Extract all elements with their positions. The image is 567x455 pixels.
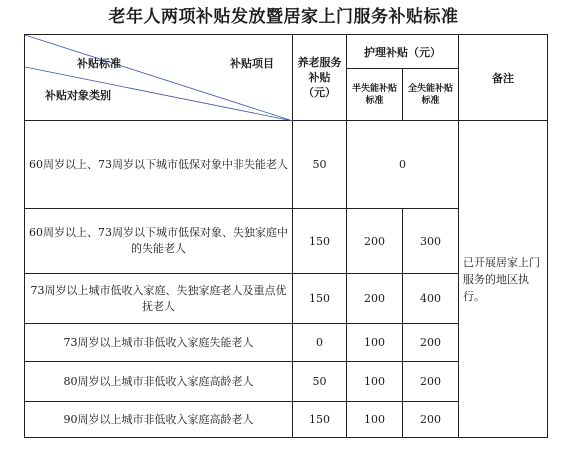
row-category: 60周岁以上、73周岁以下城市低保对象、失独家庭中的失能老人 [25,209,293,274]
corner-header-cell [25,35,293,121]
row-pension: 150 [293,402,347,438]
row-category: 80周岁以上城市非低收入家庭高龄老人 [25,362,293,402]
row-pension: 50 [293,362,347,402]
corner-label-item: 补贴项目 [230,57,274,70]
row-nursing-merged: 0 [347,121,459,209]
row-half: 100 [347,324,403,362]
row-half: 100 [347,402,403,438]
row-full: 200 [403,362,459,402]
corner-label-category: 补贴对象类别 [45,89,111,102]
nursing-half-header: 半失能补贴标准 [347,69,403,121]
row-pension: 50 [293,121,347,209]
row-half: 200 [347,209,403,274]
nursing-full-header: 全失能补贴标准 [403,69,459,121]
row-half: 100 [347,362,403,402]
row-full: 200 [403,402,459,438]
corner-diagonal-lines [25,35,293,121]
remark-header: 备注 [459,35,548,121]
nursing-header: 护理补贴（元） [347,35,459,69]
row-full: 400 [403,274,459,324]
row-category: 73周岁以上城市低收入家庭、失独家庭老人及重点优抚老人 [25,274,293,324]
row-category: 73周岁以上城市非低收入家庭失能老人 [25,324,293,362]
row-pension: 150 [293,274,347,324]
corner-label-standard: 补贴标准 [77,57,121,70]
row-half: 200 [347,274,403,324]
row-pension: 0 [293,324,347,362]
remark-cell: 已开展居家上门服务的地区执行。 [459,121,548,438]
pension-header: 养老服务补贴（元） [293,35,347,121]
subsidy-table [24,34,548,438]
row-full: 300 [403,209,459,274]
row-category: 60周岁以上、73周岁以下城市低保对象中非失能老人 [25,121,293,209]
table-row [25,121,548,209]
row-category: 90周岁以上城市非低收入家庭高龄老人 [25,402,293,438]
row-pension: 150 [293,209,347,274]
page-title: 老年人两项补贴发放暨居家上门服务补贴标准 [108,7,459,27]
row-full: 200 [403,324,459,362]
